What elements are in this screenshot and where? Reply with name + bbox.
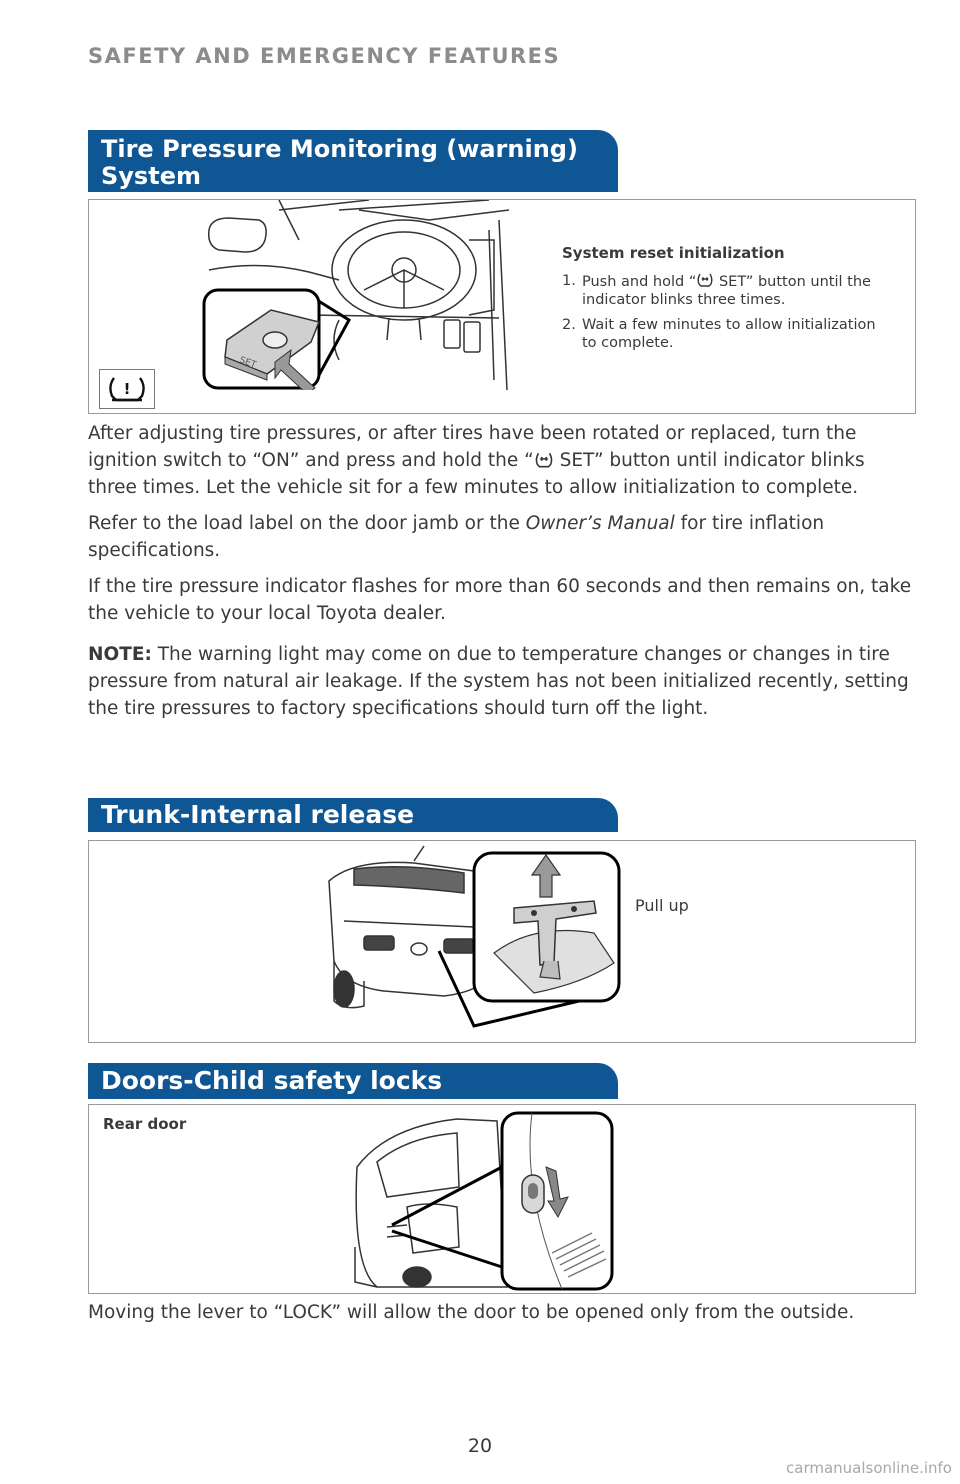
note-text: The warning light may come on due to temperature changes or changes in tire pressure from natural air leakage. If the system has not been initialized recently, setting the tire pressures to factory specifications should turn off the light. xyxy=(88,644,909,719)
page-header: SAFETY AND EMERGENCY FEATURES xyxy=(88,44,561,68)
tpms-paragraph-2 xyxy=(88,510,918,564)
tpms-para2-post: for tire inflation specifications. xyxy=(88,513,825,561)
tpms-section-banner xyxy=(88,130,618,192)
page-number: 20 xyxy=(467,1435,493,1457)
reset-step-2-text: Wait a few minutes to allow initialization to complete. xyxy=(582,317,876,351)
tpms-para1-post: SET” button until indicator blinks three times. Let the vehicle sit for a few minutes to allow initialization to complete. xyxy=(88,450,865,498)
tpms-warning-light-icon xyxy=(100,370,154,408)
doors-body-text: Moving the lever to “LOCK” will allow the door to be opened only from the outside. xyxy=(88,1302,855,1323)
tpms-para2-pre: Refer to the load label on the door jamb or the xyxy=(88,513,526,534)
trunk-release-illustration xyxy=(324,841,634,1041)
reset-step-1-post: SET” button until the indicator blinks three times. xyxy=(582,274,871,308)
pull-up-callout: Pull up xyxy=(635,896,689,915)
note-label: NOTE: xyxy=(88,644,152,665)
svg-text:SET: SET xyxy=(237,355,258,371)
tpms-paragraph-3: If the tire pressure indicator flashes for more than 60 seconds and then remains on, take the vehicle to your local Toyota dealer. xyxy=(88,576,912,624)
rear-door-illustration xyxy=(347,1107,637,1292)
tpms-note xyxy=(88,641,918,722)
trunk-figure xyxy=(88,840,916,1043)
tpms-body-text xyxy=(88,420,918,731)
reset-title: System reset initialization xyxy=(562,244,785,262)
reset-step-2 xyxy=(562,316,892,352)
tpms-indicator-icon xyxy=(534,451,554,469)
dashboard-illustration xyxy=(189,200,519,390)
tpms-warning-light xyxy=(99,369,155,409)
watermark: carmanualsonline.info xyxy=(786,1459,952,1477)
svg-text:!: ! xyxy=(123,380,131,398)
owners-manual-reference: Owner’s Manual xyxy=(525,513,675,534)
doors-figure xyxy=(88,1104,916,1294)
reset-step-2-num: 2. xyxy=(562,317,576,333)
tpms-banner-line1: Tire Pressure Monitoring (warning) xyxy=(101,135,578,163)
rear-door-label: Rear door xyxy=(103,1115,187,1133)
tpms-banner-line2: System xyxy=(101,162,201,190)
tpms-indicator-icon xyxy=(696,272,714,288)
trunk-section-banner: Trunk-Internal release xyxy=(88,798,618,832)
reset-step-1-num: 1. xyxy=(562,273,576,289)
tpms-paragraph-1 xyxy=(88,420,918,501)
tpms-figure xyxy=(88,199,916,414)
reset-instructions xyxy=(562,244,892,359)
doors-section-banner: Doors-Child safety locks xyxy=(88,1063,618,1099)
reset-step-1 xyxy=(562,272,892,309)
reset-step-1-pre: Push and hold “ xyxy=(582,274,697,290)
tpms-para1-pre: After adjusting tire pressures, or after tires have been rotated or replaced, turn the ignition switch to “ON” and press and hold the “ xyxy=(88,423,857,471)
